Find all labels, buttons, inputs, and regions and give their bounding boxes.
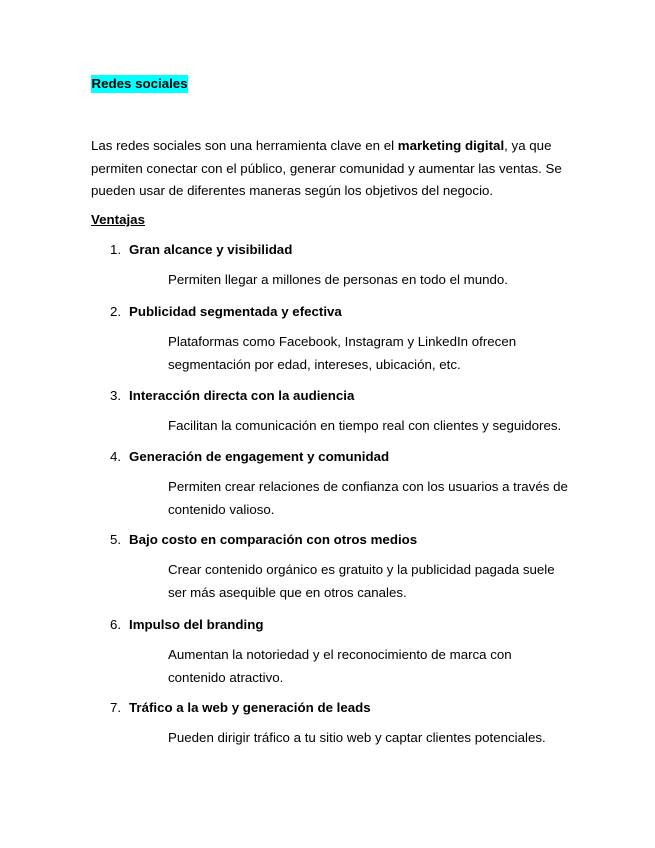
list-item-number: 4. bbox=[110, 449, 122, 464]
intro-paragraph bbox=[91, 135, 569, 203]
list-item-description: Aumentan la notoriedad y el reconocimiento de marca con contenido atractivo. bbox=[168, 647, 512, 685]
list-item-number: 6. bbox=[110, 617, 122, 632]
list-item-description: Permiten llegar a millones de personas en todo el mundo. bbox=[168, 272, 509, 287]
list-item-number: 7. bbox=[110, 700, 122, 715]
list-item-title: Publicidad segmentada y efectiva bbox=[129, 304, 342, 319]
intro-text-end: , ya que permiten conectar con el público, generar comunidad y aumentar las ventas. Se pueden usar de diferentes maneras según los objetivos del negocio. bbox=[91, 138, 562, 198]
list-item bbox=[91, 698, 571, 745]
list-item-header bbox=[91, 386, 571, 406]
list-item-title: Gran alcance y visibilidad bbox=[129, 242, 293, 257]
list-item-title: Tráfico a la web y generación de leads bbox=[129, 700, 371, 715]
list-item-header bbox=[91, 530, 571, 550]
list-item-number: 5. bbox=[110, 532, 122, 547]
list-item-number: 3. bbox=[110, 388, 122, 403]
list-item bbox=[91, 386, 571, 433]
list-item bbox=[91, 447, 571, 517]
list-item-header bbox=[91, 698, 571, 718]
list-item-number: 1. bbox=[110, 242, 122, 257]
list-item bbox=[91, 302, 571, 372]
list-item-description: Permiten crear relaciones de confianza con los usuarios a través de contenido valioso. bbox=[168, 479, 568, 517]
list-item-description: Crear contenido orgánico es gratuito y la publicidad pagada suele ser más asequible que en otros canales. bbox=[168, 562, 555, 600]
list-item-title: Impulso del branding bbox=[129, 617, 264, 632]
list-item-title: Interacción directa con la audiencia bbox=[129, 388, 355, 403]
list-item bbox=[91, 530, 571, 600]
list-item-description: Pueden dirigir tráfico a tu sitio web y captar clientes potenciales. bbox=[168, 730, 546, 745]
list-item-header bbox=[91, 615, 571, 635]
list-item-title: Bajo costo en comparación con otros medios bbox=[129, 532, 418, 547]
list-item-header bbox=[91, 302, 571, 322]
intro-text-bold: marketing digital bbox=[397, 138, 505, 153]
intro-text-start: Las redes sociales son una herramienta clave en el bbox=[91, 138, 398, 153]
document-title: Redes sociales bbox=[91, 76, 188, 91]
list-item-header bbox=[91, 447, 571, 467]
list-item-header bbox=[91, 240, 571, 260]
section-title-ventajas: Ventajas bbox=[91, 212, 145, 227]
list-item-number: 2. bbox=[110, 304, 122, 319]
list-item-description: Plataformas como Facebook, Instagram y LinkedIn ofrecen segmentación por edad, intereses, ubicación, etc. bbox=[168, 334, 517, 372]
list-item bbox=[91, 615, 571, 685]
list-item bbox=[91, 240, 571, 287]
list-item-description: Facilitan la comunicación en tiempo real con clientes y seguidores. bbox=[168, 418, 562, 433]
list-item-title: Generación de engagement y comunidad bbox=[129, 449, 390, 464]
